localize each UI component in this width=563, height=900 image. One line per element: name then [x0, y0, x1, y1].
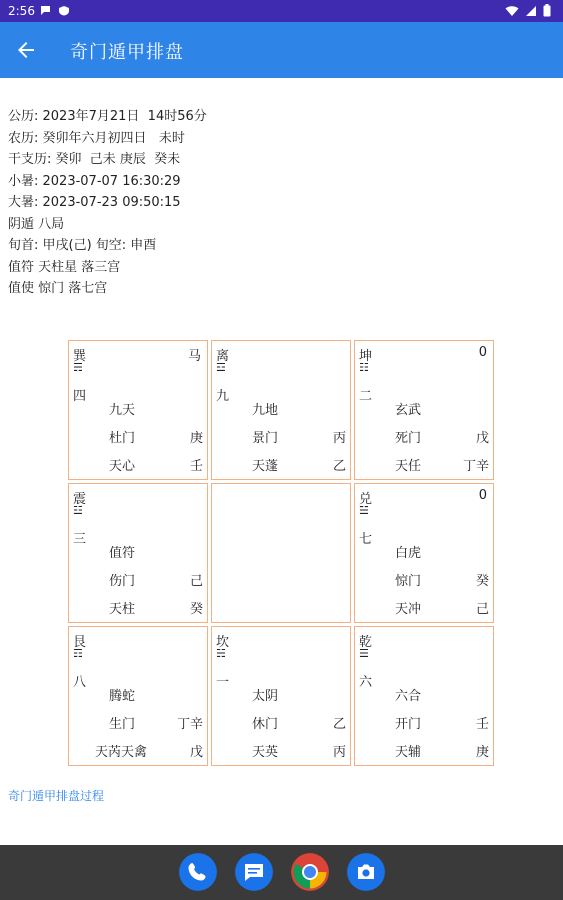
palace-door-stem: 庚: [189, 431, 203, 446]
signal-icon: [525, 5, 537, 17]
messages-app-icon[interactable]: [235, 853, 273, 891]
palace-god: 九天: [109, 403, 136, 418]
palace-star-stem: 己: [475, 602, 489, 617]
info-line-lunar: 农历: 癸卯年六月初四日 未时: [8, 130, 185, 146]
palace-star: 天辅: [395, 745, 422, 760]
info-line-solar: 公历: 2023年7月21日 14时56分: [8, 109, 207, 124]
info-line-zhifu: 值符 天柱星 落三宫: [8, 259, 121, 275]
info-line-ganzhi: 干支历: 癸卯 己未 庚辰 癸未: [8, 152, 181, 167]
palace-name: 乾: [359, 635, 373, 650]
page-title: 奇门遁甲排盘: [70, 42, 184, 63]
info-line-xunshou: 旬首: 甲戌(己) 旬空: 申酉: [8, 238, 157, 253]
palace-star: 天冲: [395, 602, 422, 617]
palace-star-stem: 乙: [332, 459, 346, 474]
palace-star-stem: 丙: [332, 745, 346, 760]
battery-icon: [543, 4, 551, 17]
palace-star-stem: 戊: [189, 745, 203, 760]
palace-li: [211, 340, 351, 480]
palace-marker: 0: [478, 345, 487, 360]
palace-number: 八: [73, 675, 87, 690]
palace-xun: [68, 340, 208, 480]
palace-number: 七: [359, 532, 373, 547]
palace-name: 艮: [73, 635, 87, 650]
palace-door: 死门: [395, 431, 422, 446]
status-bar: [0, 0, 563, 22]
palace-kan: [211, 626, 351, 766]
palace-door: 杜门: [109, 431, 136, 446]
palace-number: 九: [216, 389, 230, 404]
status-time: 2:56: [8, 4, 35, 18]
palace-center: [211, 483, 351, 623]
trigram-icon: ☰: [359, 647, 369, 660]
palace-god: 九地: [252, 403, 279, 418]
palace-qian: [354, 626, 494, 766]
info-line-zhishi: 值使 惊门 落七宫: [8, 281, 108, 296]
palace-door-stem: 己: [189, 574, 203, 589]
info-line-dun-ju: 阴遁 八局: [8, 216, 65, 232]
palace-door-stem: 戊: [475, 431, 489, 446]
palace-star-stem: 壬: [189, 459, 203, 474]
palace-god: 腾蛇: [109, 689, 136, 704]
phone-app-icon[interactable]: [179, 853, 217, 891]
app-dock: [0, 845, 563, 900]
palace-door: 开门: [395, 717, 422, 732]
chart-info: [8, 106, 207, 300]
app-bar: [0, 22, 563, 78]
back-arrow-icon[interactable]: [14, 38, 38, 62]
info-line-solar-term-1: 小暑: 2023-07-07 16:30:29: [8, 173, 181, 189]
palace-name: 震: [73, 492, 87, 507]
palace-name: 坤: [359, 349, 373, 364]
palace-star-stem: 丁辛: [462, 459, 489, 474]
trigram-icon: ☶: [73, 647, 83, 660]
trigram-icon: ☴: [73, 361, 83, 374]
trigram-icon: ☱: [359, 504, 369, 517]
palace-door: 休门: [252, 717, 279, 732]
palace-star-stem: 庚: [475, 745, 489, 760]
palace-gen: [68, 626, 208, 766]
palace-god: 白虎: [395, 546, 422, 561]
palace-door-stem: 癸: [475, 574, 489, 589]
palace-number: 一: [216, 675, 230, 690]
trigram-icon: ☵: [216, 647, 226, 660]
palace-star: 天蓬: [252, 459, 279, 474]
trigram-icon: ☳: [73, 504, 83, 517]
chat-notification-icon: [40, 5, 52, 16]
camera-app-icon[interactable]: [347, 853, 385, 891]
chrome-app-icon[interactable]: [291, 853, 329, 891]
palace-god: 六合: [395, 689, 422, 704]
palace-door: 生门: [109, 717, 136, 732]
trigram-icon: ☲: [216, 361, 226, 374]
palace-door-stem: 丙: [332, 431, 346, 446]
palace-name: 离: [216, 349, 230, 364]
palace-dui: [354, 483, 494, 623]
palace-marker: 0: [478, 488, 487, 503]
info-line-solar-term-2: 大暑: 2023-07-23 09:50:15: [8, 195, 181, 210]
palace-door: 惊门: [395, 574, 422, 589]
palace-name: 巽: [73, 349, 87, 364]
palace-number: 四: [73, 389, 87, 404]
status-icons: [505, 4, 551, 17]
process-link[interactable]: 奇门遁甲排盘过程: [8, 789, 105, 803]
palace-number: 二: [359, 389, 373, 404]
palace-door-stem: 丁辛: [176, 717, 203, 732]
wifi-icon: [505, 5, 519, 17]
palace-zhen: [68, 483, 208, 623]
shield-notification-icon: [58, 5, 70, 16]
palace-god: 值符: [109, 546, 136, 561]
palace-number: 六: [359, 675, 373, 690]
palace-door: 景门: [252, 431, 279, 446]
palace-star: 天心: [109, 459, 136, 474]
palace-name: 兑: [359, 492, 373, 507]
palace-god: 玄武: [395, 403, 422, 418]
nine-palace-grid: [68, 340, 494, 766]
palace-star: 天柱: [109, 602, 136, 617]
palace-star: 天英: [252, 745, 279, 760]
palace-star: 天任: [395, 459, 422, 474]
palace-door: 伤门: [109, 574, 136, 589]
palace-name: 坎: [216, 635, 230, 650]
palace-star-stem: 癸: [189, 602, 203, 617]
palace-kun: [354, 340, 494, 480]
trigram-icon: ☷: [359, 361, 369, 374]
palace-door-stem: 壬: [475, 717, 489, 732]
palace-god: 太阴: [252, 689, 279, 704]
palace-number: 三: [73, 532, 87, 547]
palace-star: 天芮天禽: [95, 745, 148, 760]
palace-marker: 马: [187, 349, 201, 364]
palace-door-stem: 乙: [332, 717, 346, 732]
